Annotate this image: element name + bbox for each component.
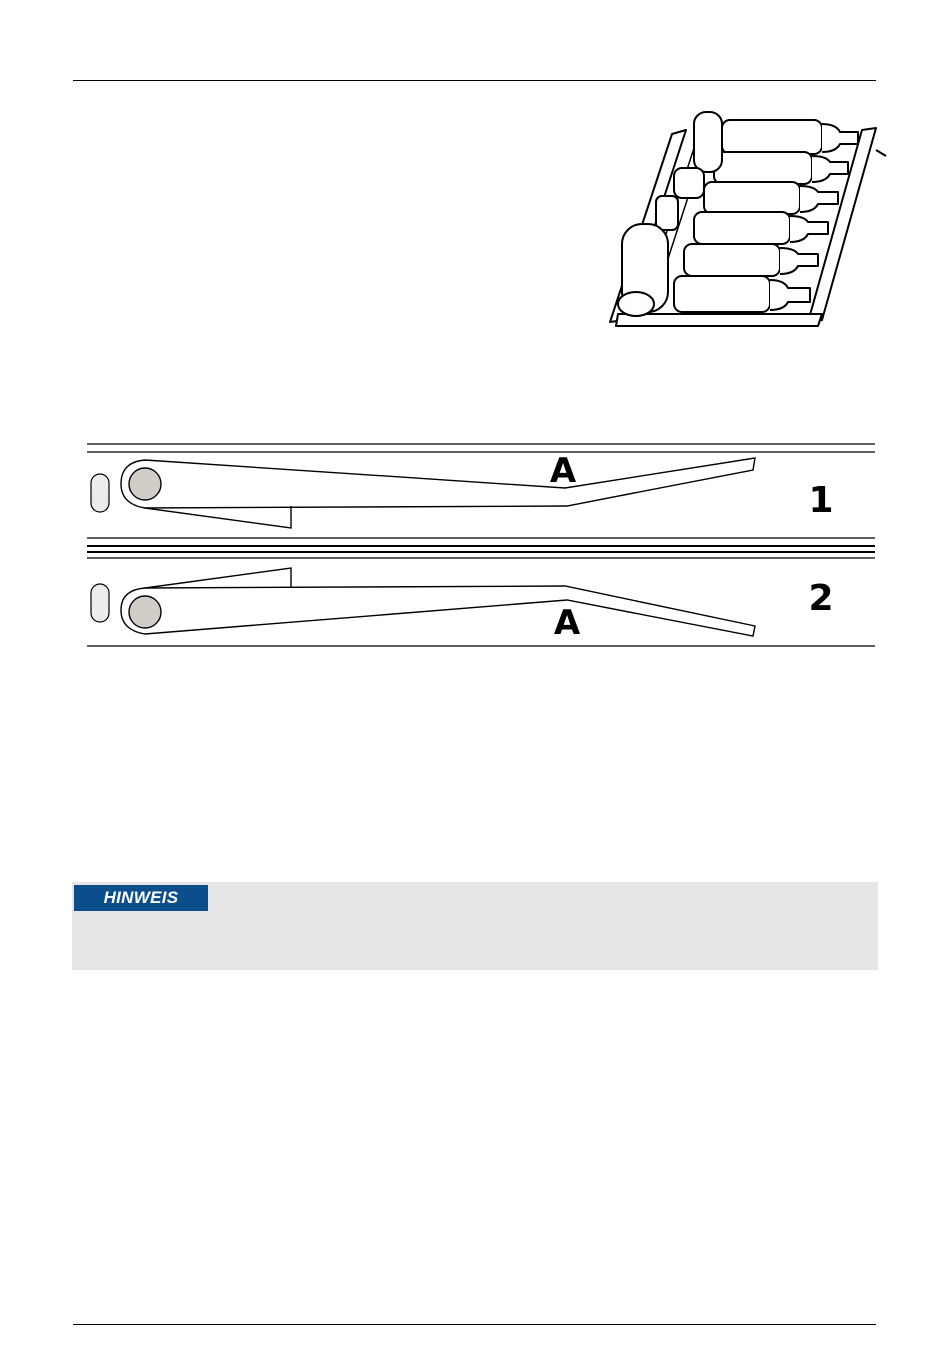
label-a-upper: A [549,451,577,491]
notice-box [72,882,878,970]
header-rule [73,80,876,81]
shelf-position-illustration [85,440,877,652]
shelf-slot-lower [91,584,109,622]
bottle-rack-illustration [600,100,890,332]
notice-label: HINWEIS [74,885,208,911]
position-1-label: 1 [808,480,834,521]
bracket-position-1 [121,458,755,528]
label-a-lower: A [553,603,581,643]
bracket-position-2 [121,568,755,636]
shelf-slot-upper [91,474,109,512]
footer-rule [73,1324,876,1325]
position-2-label: 2 [808,578,834,619]
